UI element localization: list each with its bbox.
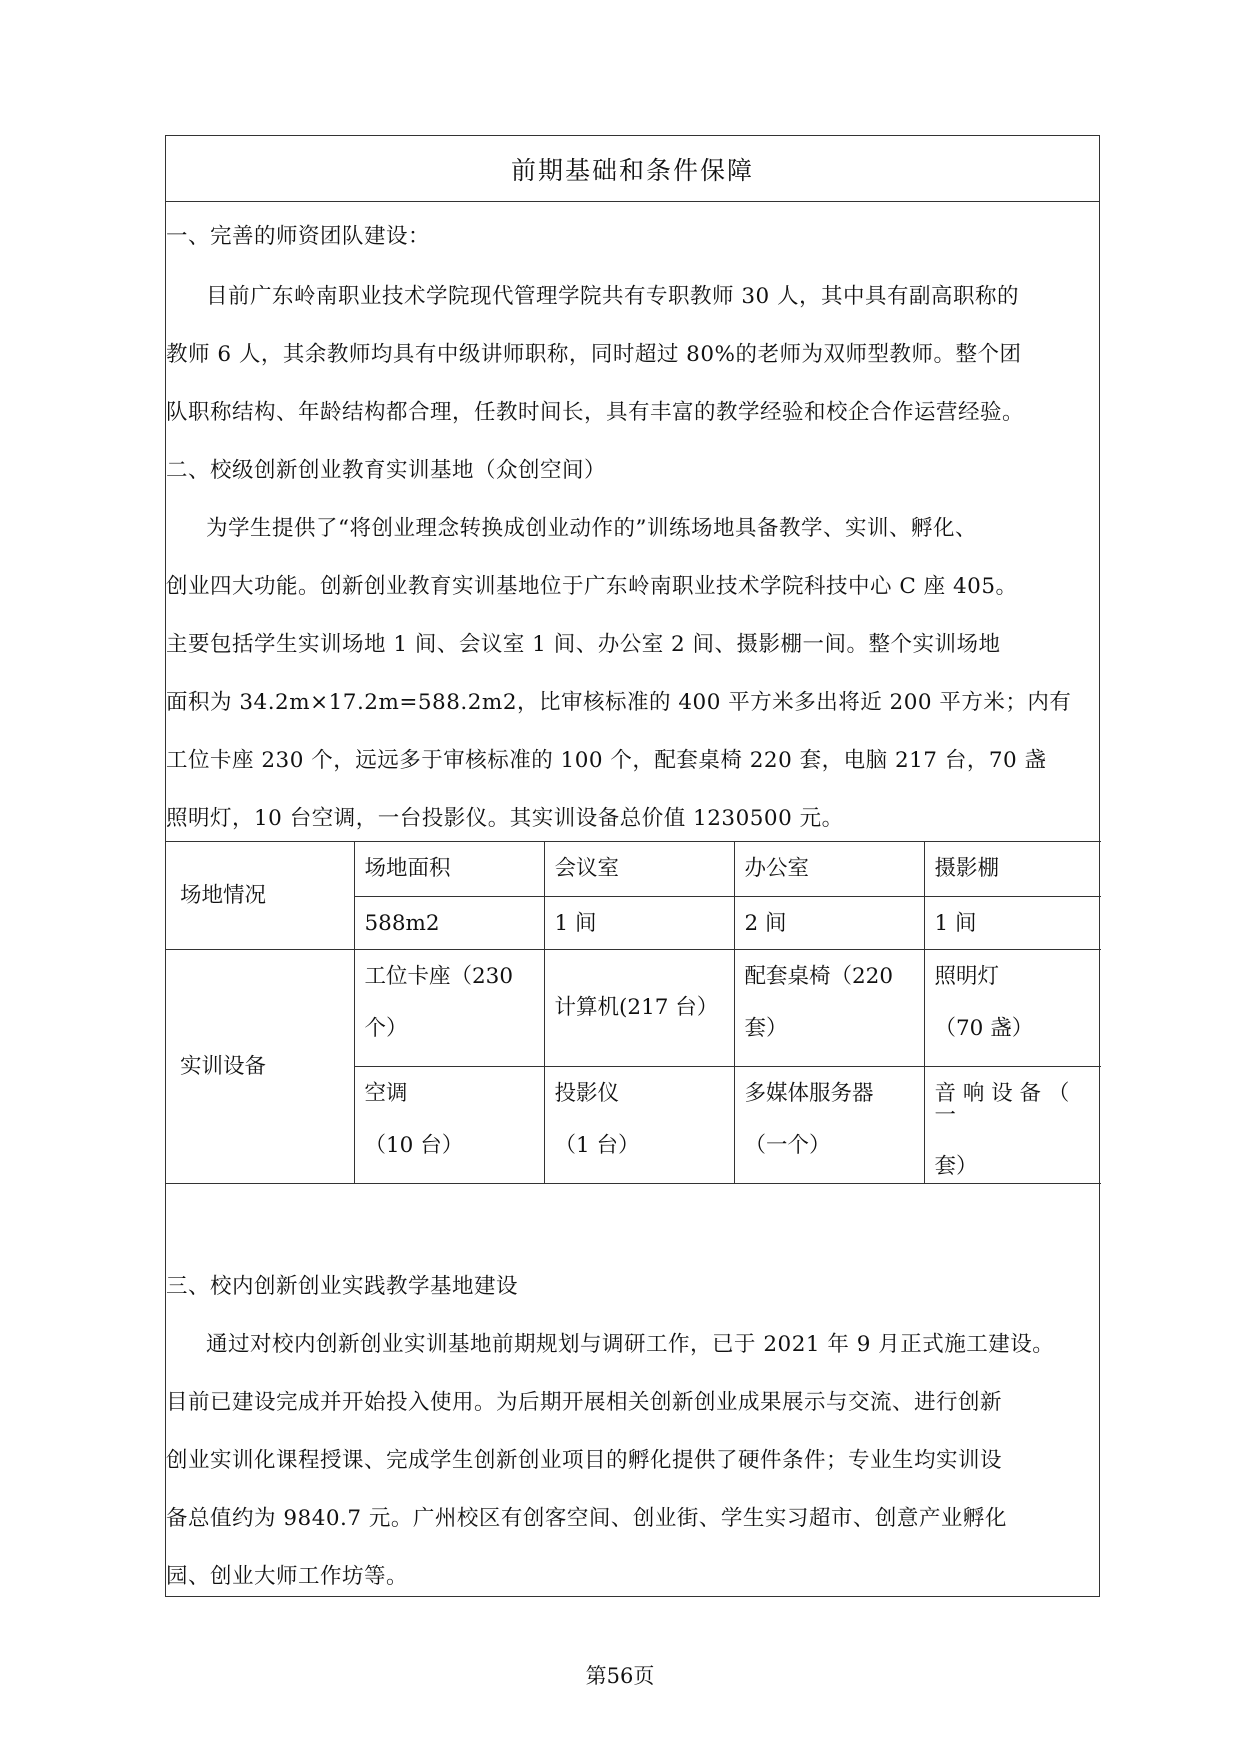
equipment-cell <box>734 1067 924 1184</box>
equipment-line: 音 响 设 备 （ 一 <box>934 1081 1070 1128</box>
section3-line-5: 园、创业大师工作坊等。 <box>166 1564 409 1589</box>
equipment-line: 投影仪 <box>554 1081 620 1106</box>
document-frame <box>165 135 1100 1597</box>
equipment-cell <box>924 950 1101 1067</box>
facility-table <box>166 841 1101 1184</box>
equipment-line: 套） <box>934 1154 978 1179</box>
equipment-line: 工位卡座（230 <box>364 964 514 989</box>
equipment-cell <box>354 950 544 1067</box>
equipment-label: 实训设备 <box>166 950 354 1184</box>
equipment-line: 计算机(217 台） <box>554 995 719 1021</box>
site-value-area: 588m2 <box>354 897 544 950</box>
equipment-cell <box>544 1067 734 1184</box>
section3-line-2: 目前已建设完成并开始投入使用。为后期开展相关创新创业成果展示与交流、进行创新 <box>166 1390 1003 1415</box>
section2-line-2: 创业四大功能。创新创业教育实训基地位于广东岭南职业技术学院科技中心 C 座 405。 <box>166 574 1018 599</box>
site-value-office: 2 间 <box>734 897 924 950</box>
equipment-line: 套） <box>744 1015 788 1041</box>
site-header-office: 办公室 <box>734 842 924 897</box>
equipment-line: 多媒体服务器 <box>744 1081 874 1106</box>
section3-line-1: 通过对校内创新创业实训基地前期规划与调研工作，已于 2021 年 9 月正式施工建设。 <box>206 1332 1055 1357</box>
equipment-line: 空调 <box>364 1081 408 1106</box>
section3-line-3: 创业实训化课程授课、完成学生创新创业项目的孵化提供了硬件条件；专业生均实训设 <box>166 1448 1003 1473</box>
equipment-line: 配套桌椅（220 <box>744 964 894 989</box>
site-header-area: 场地面积 <box>354 842 544 897</box>
equipment-cell <box>354 1067 544 1184</box>
equipment-line: （一个） <box>744 1132 831 1158</box>
section2-line-1: 为学生提供了“将创业理念转换成创业动作的”训练场地具备教学、实训、孵化、 <box>206 516 977 541</box>
section2-line-6: 照明灯，10 台空调，一台投影仪。其实训设备总价值 1230500 元。 <box>166 806 844 831</box>
section1-line-3: 队职称结构、年龄结构都合理，任教时间长，具有丰富的教学经验和校企合作运营经验。 <box>166 400 1025 425</box>
equipment-cell <box>544 950 734 1067</box>
page-title: 前期基础和条件保障 <box>166 136 1099 202</box>
equipment-line: （10 台） <box>364 1132 464 1158</box>
equipment-cell <box>924 1067 1101 1184</box>
site-value-meeting: 1 间 <box>544 897 734 950</box>
equipment-cell <box>734 950 924 1067</box>
section1-line-1: 目前广东岭南职业技术学院现代管理学院共有专职教师 30 人，其中具有副高职称的 <box>206 284 1020 309</box>
equipment-line: 照明灯 <box>934 964 1000 989</box>
site-value-studio: 1 间 <box>924 897 1101 950</box>
site-header-studio: 摄影棚 <box>924 842 1101 897</box>
section1-heading: 一、完善的师资团队建设： <box>166 224 431 249</box>
section3-heading: 三、校内创新创业实践教学基地建设 <box>166 1274 519 1299</box>
site-header-meeting: 会议室 <box>544 842 734 897</box>
table-row <box>166 950 1101 1067</box>
equipment-line: 个） <box>364 1015 408 1041</box>
section1-line-2: 教师 6 人，其余教师均具有中级讲师职称，同时超过 80%的老师为双师型教师。整个团 <box>166 342 1022 367</box>
section2-heading: 二、校级创新创业教育实训基地（众创空间） <box>166 458 607 483</box>
section3-line-4: 备总值约为 9840.7 元。广州校区有创客空间、创业街、学生实习超市、创意产业孵化 <box>166 1506 1007 1531</box>
section2-line-5: 工位卡座 230 个，远远多于审核标准的 100 个，配套桌椅 220 套，电脑 217 台，70 盏 <box>166 748 1047 773</box>
table-row <box>166 842 1101 897</box>
site-label: 场地情况 <box>166 842 354 950</box>
page-number: 第56页 <box>585 1664 655 1688</box>
section2-line-4: 面积为 34.2m×17.2m=588.2m2，比审核标准的 400 平方米多出将近 200 平方米；内有 <box>166 690 1072 715</box>
section2-line-3: 主要包括学生实训场地 1 间、会议室 1 间、办公室 2 间、摄影棚一间。整个实训场地 <box>166 632 1001 657</box>
equipment-line: （70 盏） <box>934 1015 1034 1041</box>
equipment-line: （1 台） <box>554 1132 640 1158</box>
